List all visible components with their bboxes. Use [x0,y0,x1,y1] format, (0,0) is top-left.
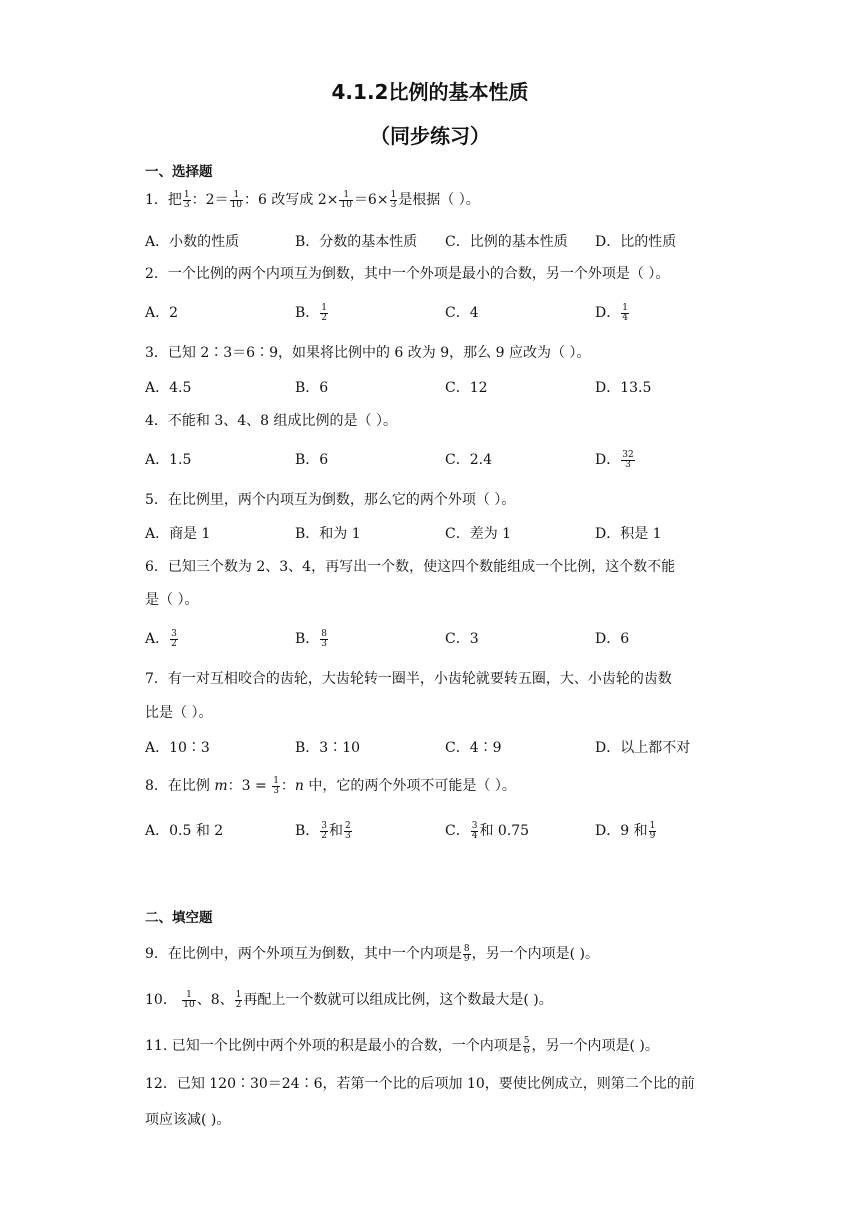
option-d[interactable]: D．以上都不对 [595,740,691,756]
option-c[interactable]: C．差为 1 [445,526,512,542]
fraction: $\frac{2}{3}$ [345,820,351,841]
option-b[interactable]: B．3∶10 [295,740,361,756]
fraction: $\frac{1}{10}$ [230,189,243,210]
fraction: $\frac{8}{9}$ [463,943,470,964]
option-c[interactable]: C．2.4 [445,452,492,468]
option-b[interactable]: B． $\frac{8}{3}$ [295,628,328,649]
fraction: $\frac{1}{4}$ [622,302,628,323]
answer-blank[interactable]: ，另一个内项是( )。 [471,946,600,962]
fraction: $\frac{1}{3}$ [273,775,279,796]
option-a[interactable]: A．小数的性质 [145,234,240,250]
question-8: 8．在比例 m：3 = $\frac{1}{3}$ ：n 中，它的两个外项不可能是（ ）。 [145,775,516,796]
fraction: $\frac{8}{3}$ [321,628,328,649]
question-12-line-1: 12．已知 120∶30＝24∶6，若第一个比的后项加 10，要使比例成立，则第二个比的前 [145,1076,695,1092]
question-8-options [145,820,745,842]
question-5: 5．在比例里，两个内项互为倒数，那么它的两个外项（ ）。 [145,492,516,508]
page-title: 4.1.2比例的基本性质 [331,80,529,104]
option-a[interactable]: A．4.5 [145,380,192,396]
question-4: 4．不能和 3、4、8 组成比例的是（ ）。 [145,413,397,429]
fraction: $\frac{32}{3}$ [622,449,634,470]
fraction: $\frac{3}{2}$ [171,628,177,649]
fraction: $\frac{3}{2}$ [321,820,328,841]
option-c[interactable]: C．12 [445,380,488,396]
fraction: $\frac{1}{3}$ [390,189,397,210]
fraction: $\frac{1}{2}$ [235,989,242,1010]
fraction: $\frac{3}{4}$ [471,820,478,841]
option-a[interactable]: A． $\frac{3}{2}$ [145,628,177,649]
question-4-options [145,449,745,471]
option-b[interactable]: B．和为 1 [295,526,361,542]
question-7-options [145,737,745,759]
option-d[interactable]: D．积是 1 [595,526,662,542]
question-5-options [145,523,745,545]
section-fill-heading: 二、填空题 [145,910,213,926]
fraction: $\frac{1}{3}$ [183,189,190,210]
question-2: 2．一个比例的两个内项互为倒数，其中一个外项是最小的合数，另一个外项是（ ）。 [145,266,670,282]
question-3-options [145,377,745,399]
option-a[interactable]: A．1.5 [145,452,192,468]
option-d[interactable]: D．比的性质 [595,234,677,250]
option-b[interactable]: B． $\frac{1}{2}$ [295,302,328,323]
option-a[interactable]: A．2 [145,305,179,321]
question-1: 1．把 $\frac{1}{3}$ ：2＝ $\frac{1}{10}$ ：6 改写成 2× $\frac{1}{10}$ ＝6× $\frac{1}{3}$ 是根据（ ）。 [145,189,480,210]
option-c[interactable]: C．比例的基本性质 [445,234,568,250]
option-d[interactable]: D． $\frac{32}{3}$ [595,449,634,470]
page-subtitle: （同步练习） [370,124,490,148]
question-12-line-2[interactable]: 项应该减( )。 [145,1112,231,1128]
option-c[interactable]: C．4 [445,305,479,321]
option-b[interactable]: B．6 [295,452,329,468]
question-6-line-1: 6．已知三个数为 2、3、4，再写出一个数，使这四个数能组成一个比例，这个数不能 [145,559,676,575]
question-7-line-2: 比是（ ）。 [145,705,213,721]
fraction: $\frac{1}{2}$ [321,302,328,323]
option-d[interactable]: D．9 和 $\frac{1}{9}$ [595,820,656,841]
question-7-line-1: 7．有一对互相咬合的齿轮，大齿轮转一圈半，小齿轮就要转五圈，大、小齿轮的齿数 [145,671,672,687]
question-6-line-2: 是（ ）。 [145,592,199,608]
question-9: 9．在比例中，两个外项互为倒数，其中一个内项是 $\frac{8}{9}$ ，另一个内项是( )。 [145,943,600,964]
option-a[interactable]: A．商是 1 [145,526,211,542]
fraction: $\frac{1}{10}$ [340,189,352,210]
option-b[interactable]: B．6 [295,380,329,396]
option-c[interactable]: C． $\frac{3}{4}$ 和 0.75 [445,820,530,841]
question-6-options [145,628,745,650]
option-d[interactable]: D．6 [595,631,630,647]
option-d[interactable]: D．13.5 [595,380,652,396]
fraction: $\frac{1}{9}$ [649,820,656,841]
option-b[interactable]: B．分数的基本性质 [295,234,418,250]
section-choice-heading: 一、选择题 [145,164,213,180]
option-b[interactable]: B． $\frac{3}{2}$ 和 $\frac{2}{3}$ [295,820,351,841]
question-1-options [145,231,745,253]
answer-blank[interactable]: 再配上一个数就可以组成比例，这个数最大是( )。 [243,992,553,1008]
option-c[interactable]: C．3 [445,631,479,647]
question-2-options [145,302,745,324]
fraction: $\frac{5}{6}$ [523,1035,530,1056]
option-d[interactable]: D． $\frac{1}{4}$ [595,302,628,323]
answer-blank[interactable]: ，另一个内项是( )。 [531,1038,659,1054]
fraction: $\frac{1}{10}$ [183,989,195,1010]
question-10: 10． $\frac{1}{10}$ 、8、 $\frac{1}{2}$ 再配上一个数就可以组成比例，这个数最大是( )。 [145,989,553,1010]
option-a[interactable]: A．0.5 和 2 [145,823,224,839]
option-a[interactable]: A．10∶3 [145,740,210,756]
question-11: 11. 已知一个比例中两个外项的积是最小的合数，一个内项是 $\frac{5}{6}$ ，另一个内项是( )。 [145,1035,659,1056]
question-3: 3．已知 2∶3＝6∶9，如果将比例中的 6 改为 9，那么 9 应改为（ ）。 [145,345,591,361]
option-c[interactable]: C．4∶9 [445,740,502,756]
